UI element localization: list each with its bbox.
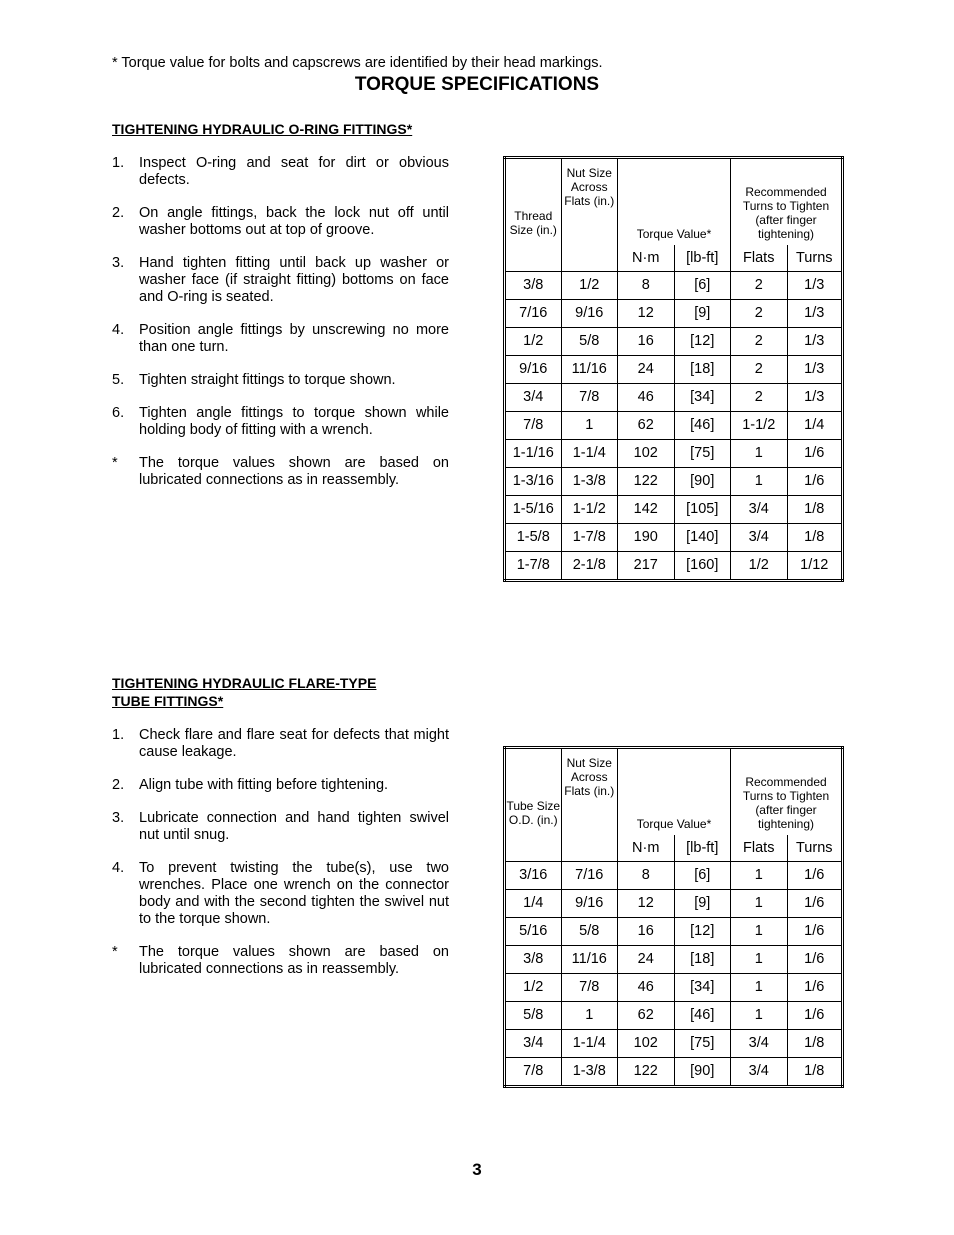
oring-step-number: 4.	[112, 322, 125, 338]
oring-col-recommended-turns: Recommended Turns to Tighten (after finger tightening)	[731, 158, 843, 245]
table-cell: 1/6	[787, 889, 843, 917]
flare-step	[112, 860, 449, 928]
table-row	[505, 861, 843, 889]
flare-step-text: The torque values shown are based on lubricated connections as in reassembly.	[139, 944, 449, 977]
table-row	[505, 383, 843, 411]
table-cell: [6]	[674, 861, 731, 889]
table-cell: 1-3/16	[505, 467, 562, 495]
table-cell: 1-5/8	[505, 523, 562, 551]
table-cell: 12	[618, 889, 675, 917]
table-cell: 1/4	[505, 889, 562, 917]
table-row	[505, 495, 843, 523]
table-cell: 2	[731, 271, 788, 299]
table-cell: [6]	[674, 271, 731, 299]
table-cell: [90]	[674, 467, 731, 495]
table-cell: 1/6	[787, 945, 843, 973]
table-cell: 8	[618, 271, 675, 299]
table-cell: 2-1/8	[561, 551, 618, 580]
flare-step-number: 2.	[112, 777, 125, 793]
table-cell: 1/2	[561, 271, 618, 299]
table-cell: 1-7/8	[561, 523, 618, 551]
table-cell: 1/6	[787, 861, 843, 889]
table-cell: 24	[618, 945, 675, 973]
oring-steps-list	[112, 155, 449, 489]
flare-col-nut-size-blank	[561, 835, 618, 862]
oring-step-text: Tighten straight fittings to torque shown.	[139, 372, 396, 388]
oring-col-torque-value: Torque Value*	[618, 158, 731, 245]
table-cell: 2	[731, 355, 788, 383]
table-row	[505, 299, 843, 327]
table-cell: [46]	[674, 1001, 731, 1029]
flare-step-number: 3.	[112, 810, 125, 826]
table-cell: 1-1/4	[561, 1029, 618, 1057]
table-cell: 142	[618, 495, 675, 523]
table-cell: 7/8	[505, 411, 562, 439]
table-cell: 3/16	[505, 861, 562, 889]
flare-heading-line1: TIGHTENING HYDRAULIC FLARE-TYPE	[112, 675, 377, 691]
oring-step-text: On angle fittings, back the lock nut off until washer bottoms out at top of groove.	[139, 205, 449, 238]
table-cell: [34]	[674, 973, 731, 1001]
oring-step	[112, 322, 449, 356]
table-cell: 62	[618, 411, 675, 439]
table-cell: 1/3	[787, 327, 843, 355]
table-cell: [140]	[674, 523, 731, 551]
table-row	[505, 551, 843, 580]
flare-step	[112, 810, 449, 844]
flare-step	[112, 777, 449, 794]
table-cell: 1-3/8	[561, 467, 618, 495]
table-cell: 3/4	[505, 1029, 562, 1057]
table-cell: 1	[731, 861, 788, 889]
table-cell: [12]	[674, 327, 731, 355]
table-row	[505, 1029, 843, 1057]
table-cell: 1	[561, 1001, 618, 1029]
table-cell: [75]	[674, 1029, 731, 1057]
table-cell: 1	[731, 889, 788, 917]
table-cell: 3/4	[731, 495, 788, 523]
table-cell: [160]	[674, 551, 731, 580]
table-cell: 122	[618, 1057, 675, 1086]
table-cell: 1/8	[787, 523, 843, 551]
table-cell: [12]	[674, 917, 731, 945]
table-row	[505, 973, 843, 1001]
table-cell: 1/6	[787, 467, 843, 495]
table-cell: 7/8	[561, 383, 618, 411]
oring-step-text: Hand tighten fitting until back up washer or washer face (if straight fitting) bottoms on face and O-ring is seated.	[139, 255, 449, 305]
flare-step	[112, 727, 449, 761]
table-cell: 1-3/8	[561, 1057, 618, 1086]
flare-step-text: To prevent twisting the tube(s), use two wrenches. Place one wrench on the connector body and with the second tighten the swivel nut to the torque shown.	[139, 860, 449, 927]
oring-step-text: Tighten angle fittings to torque shown while holding body of fitting with a wrench.	[139, 405, 449, 438]
flare-col-nut-size: Nut Size Across Flats (in.)	[561, 748, 618, 835]
table-cell: 24	[618, 355, 675, 383]
table-cell: 16	[618, 327, 675, 355]
table-row	[505, 271, 843, 299]
table-cell: 11/16	[561, 945, 618, 973]
table-cell: 3/8	[505, 945, 562, 973]
page-title: TORQUE SPECIFICATIONS	[354, 74, 600, 95]
table-cell: [18]	[674, 355, 731, 383]
table-cell: 3/4	[731, 1057, 788, 1086]
flare-step	[112, 944, 449, 978]
table-cell: 16	[618, 917, 675, 945]
oring-step	[112, 155, 449, 189]
oring-step-number: 3.	[112, 255, 125, 271]
table-cell: 1/12	[787, 551, 843, 580]
table-cell: 1/8	[787, 1057, 843, 1086]
flare-step-text: Check flare and flare seat for defects that might cause leakage.	[139, 727, 449, 760]
table-cell: 7/16	[505, 299, 562, 327]
table-cell: 1/8	[787, 1029, 843, 1057]
table-cell: 1/2	[505, 327, 562, 355]
flare-step-number: *	[112, 944, 118, 960]
table-cell: 9/16	[561, 889, 618, 917]
table-cell: [90]	[674, 1057, 731, 1086]
oring-col-nut-size-blank	[561, 245, 618, 272]
table-cell: 1-1/16	[505, 439, 562, 467]
flare-col-tube-size: Tube Size O.D. (in.)	[505, 748, 562, 862]
oring-col-nut-size: Nut Size Across Flats (in.)	[561, 158, 618, 245]
table-row	[505, 889, 843, 917]
table-cell: 2	[731, 327, 788, 355]
table-cell: 1/6	[787, 439, 843, 467]
table-cell: 1-1/4	[561, 439, 618, 467]
table-cell: 1	[731, 439, 788, 467]
table-cell: 1	[731, 467, 788, 495]
table-cell: 46	[618, 973, 675, 1001]
flare-sub-turns: Turns	[787, 835, 843, 862]
table-cell: 46	[618, 383, 675, 411]
table-row	[505, 523, 843, 551]
oring-table-body	[505, 271, 843, 580]
flare-section-heading	[112, 674, 376, 710]
oring-step-number: 6.	[112, 405, 125, 421]
oring-sub-turns: Turns	[787, 245, 843, 272]
table-cell: [34]	[674, 383, 731, 411]
table-cell: 7/8	[505, 1057, 562, 1086]
table-cell: 5/8	[561, 917, 618, 945]
table-cell: 1/6	[787, 1001, 843, 1029]
table-cell: 1/6	[787, 917, 843, 945]
oring-sub-nm: N·m	[618, 245, 675, 272]
flare-sub-nm: N·m	[618, 835, 675, 862]
oring-sub-lbft: [lb-ft]	[674, 245, 731, 272]
oring-step	[112, 455, 449, 489]
flare-step-text: Lubricate connection and hand tighten swivel nut until snug.	[139, 810, 449, 843]
flare-col-recommended-turns: Recommended Turns to Tighten (after finger tightening)	[731, 748, 843, 835]
table-cell: 1-1/2	[561, 495, 618, 523]
table-cell: [18]	[674, 945, 731, 973]
table-cell: 1	[731, 945, 788, 973]
table-cell: 5/8	[505, 1001, 562, 1029]
table-cell: 1/3	[787, 383, 843, 411]
table-cell: 1-5/16	[505, 495, 562, 523]
table-cell: 1/4	[787, 411, 843, 439]
table-cell: 190	[618, 523, 675, 551]
oring-step	[112, 405, 449, 439]
table-cell: 1/8	[787, 495, 843, 523]
oring-step	[112, 372, 449, 389]
table-row	[505, 355, 843, 383]
table-row	[505, 467, 843, 495]
table-row	[505, 327, 843, 355]
table-row	[505, 411, 843, 439]
oring-step-text: Inspect O-ring and seat for dirt or obvious defects.	[139, 155, 449, 188]
flare-steps-list	[112, 727, 449, 978]
table-cell: 5/16	[505, 917, 562, 945]
table-row	[505, 1057, 843, 1086]
table-cell: 8	[618, 861, 675, 889]
table-cell: 1/3	[787, 299, 843, 327]
table-cell: 1/2	[731, 551, 788, 580]
table-cell: 1	[731, 1001, 788, 1029]
oring-step-number: 1.	[112, 155, 125, 171]
table-cell: 3/4	[731, 523, 788, 551]
table-cell: 102	[618, 1029, 675, 1057]
table-cell: 1	[731, 917, 788, 945]
table-row	[505, 1001, 843, 1029]
table-cell: [9]	[674, 889, 731, 917]
table-cell: 1/6	[787, 973, 843, 1001]
table-cell: [46]	[674, 411, 731, 439]
table-cell: 7/16	[561, 861, 618, 889]
flare-heading-line2: TUBE FITTINGS*	[112, 693, 224, 709]
oring-torque-table	[503, 156, 844, 582]
table-row	[505, 439, 843, 467]
oring-step	[112, 205, 449, 239]
table-cell: 7/8	[561, 973, 618, 1001]
table-cell: 217	[618, 551, 675, 580]
oring-sub-flats: Flats	[731, 245, 788, 272]
page-number: 3	[472, 1160, 482, 1179]
table-cell: 62	[618, 1001, 675, 1029]
table-cell: 9/16	[561, 299, 618, 327]
table-cell: 102	[618, 439, 675, 467]
oring-step-number: 2.	[112, 205, 125, 221]
table-cell: 12	[618, 299, 675, 327]
oring-col-thread-size: Thread Size (in.)	[505, 158, 562, 272]
table-cell: 1/3	[787, 355, 843, 383]
oring-step	[112, 255, 449, 306]
flare-step-text: Align tube with fitting before tightening.	[139, 777, 389, 793]
flare-torque-table	[503, 746, 844, 1088]
table-cell: 1/3	[787, 271, 843, 299]
table-cell: 3/8	[505, 271, 562, 299]
table-cell: 1-1/2	[731, 411, 788, 439]
flare-col-torque-value: Torque Value*	[618, 748, 731, 835]
flare-sub-flats: Flats	[731, 835, 788, 862]
table-cell: 3/4	[505, 383, 562, 411]
table-cell: 9/16	[505, 355, 562, 383]
oring-step-text: The torque values shown are based on lubricated connections as in reassembly.	[139, 455, 449, 488]
table-cell: 11/16	[561, 355, 618, 383]
table-cell: 2	[731, 383, 788, 411]
table-cell: [75]	[674, 439, 731, 467]
table-cell: 3/4	[731, 1029, 788, 1057]
table-cell: 1-7/8	[505, 551, 562, 580]
table-cell: [9]	[674, 299, 731, 327]
oring-section-heading: TIGHTENING HYDRAULIC O-RING FITTINGS*	[112, 121, 413, 137]
table-cell: 122	[618, 467, 675, 495]
flare-step-number: 4.	[112, 860, 125, 876]
oring-step-number: 5.	[112, 372, 125, 388]
table-row	[505, 917, 843, 945]
flare-table-body	[505, 861, 843, 1086]
table-cell: 1	[561, 411, 618, 439]
table-cell: 5/8	[561, 327, 618, 355]
table-row	[505, 945, 843, 973]
table-cell: 1/2	[505, 973, 562, 1001]
flare-step-number: 1.	[112, 727, 125, 743]
table-cell: 1	[731, 973, 788, 1001]
table-cell: [105]	[674, 495, 731, 523]
torque-note: * Torque value for bolts and capscrews are identified by their head markings.	[112, 55, 603, 71]
oring-step-number: *	[112, 455, 118, 471]
flare-sub-lbft: [lb-ft]	[674, 835, 731, 862]
oring-step-text: Position angle fittings by unscrewing no more than one turn.	[139, 322, 449, 355]
table-cell: 2	[731, 299, 788, 327]
